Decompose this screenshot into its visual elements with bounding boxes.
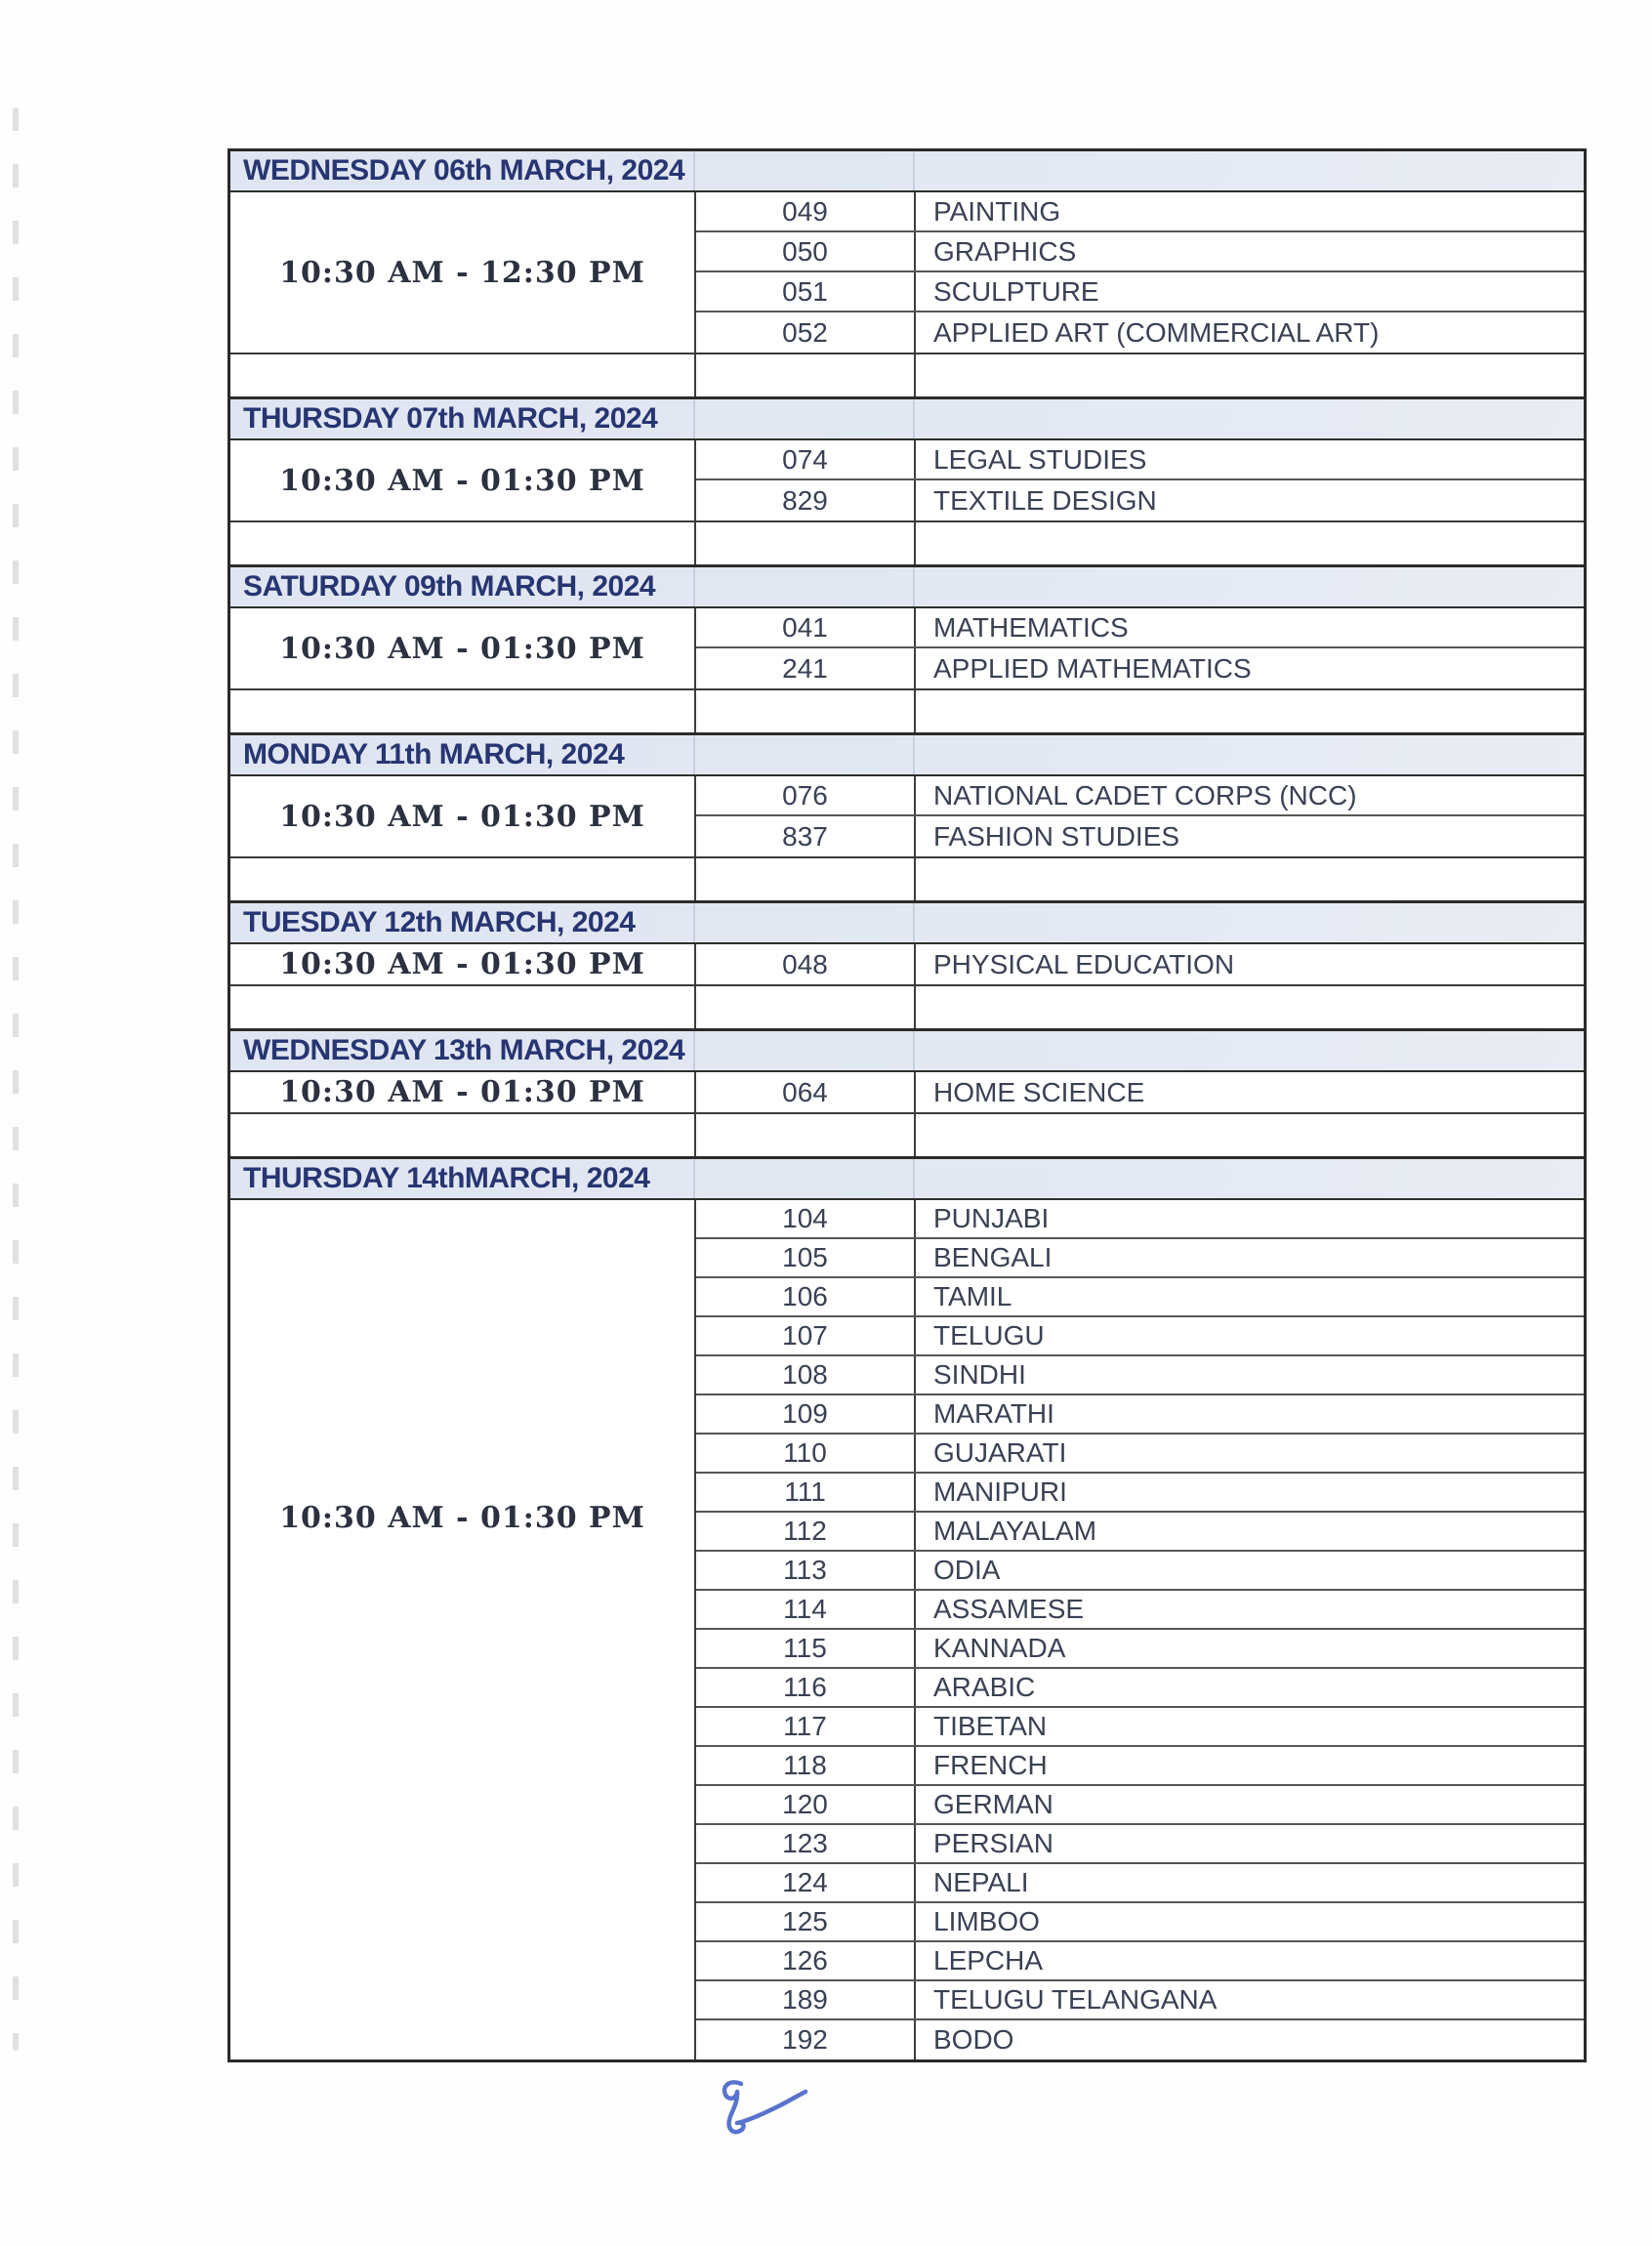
subject-row: [696, 1513, 1584, 1552]
subject-name: BENGALI: [933, 1242, 1053, 1272]
exam-day-section: [230, 567, 1584, 735]
subject-code: 106: [696, 1278, 916, 1315]
exam-day-section: [230, 1159, 1584, 2059]
subject-code: 837: [696, 816, 916, 856]
subject-name: PERSIAN: [933, 1828, 1053, 1858]
scan-artifact-strip: [13, 107, 19, 2051]
subject-name: BODO: [933, 2024, 1014, 2055]
date-header: SATURDAY 09th MARCH, 2024: [230, 567, 1584, 608]
subject-code: 048: [696, 944, 916, 984]
subject-row: [696, 1435, 1584, 1474]
subject-row: [696, 440, 1584, 480]
subject-code: 113: [696, 1552, 916, 1589]
exam-time: 10:30 AM - 01:30 PM: [230, 608, 696, 688]
subject-name: SINDHI: [933, 1359, 1026, 1390]
empty-row: [230, 522, 1584, 567]
subject-name: TEXTILE DESIGN: [933, 484, 1157, 516]
exam-day-section: [230, 1031, 1584, 1159]
subject-row: [696, 1903, 1584, 1942]
subject-name: ODIA: [933, 1555, 1001, 1585]
subject-name: ARABIC: [933, 1672, 1036, 1702]
subject-code: 192: [696, 2020, 916, 2059]
exam-timetable: [227, 148, 1587, 2062]
subject-name: ASSAMESE: [933, 1594, 1085, 1624]
subject-code: 041: [696, 608, 916, 646]
empty-row: [230, 986, 1584, 1031]
subject-code: 110: [696, 1435, 916, 1472]
subject-name: NEPALI: [933, 1867, 1029, 1897]
subject-row: [696, 1356, 1584, 1395]
subject-row: [696, 1072, 1584, 1112]
subject-row: [696, 1786, 1584, 1825]
date-header: WEDNESDAY 13th MARCH, 2024: [230, 1031, 1584, 1072]
exam-day-section: [230, 903, 1584, 1031]
subject-code: 118: [696, 1747, 916, 1784]
day-body: [230, 776, 1584, 858]
exam-time: 10:30 AM - 01:30 PM: [230, 1072, 696, 1112]
subject-code: 107: [696, 1317, 916, 1354]
subject-name: PAINTING: [933, 195, 1061, 227]
subject-code: 241: [696, 648, 916, 688]
subject-rows: [696, 1072, 1584, 1112]
subject-code: 114: [696, 1591, 916, 1628]
subject-code: 076: [696, 776, 916, 814]
subject-row: [696, 1395, 1584, 1435]
subject-code: 051: [696, 272, 916, 311]
day-body: [230, 1072, 1584, 1114]
subject-row: [696, 272, 1584, 312]
subject-name: LEGAL STUDIES: [933, 443, 1147, 475]
subject-name: APPLIED ART (COMMERCIAL ART): [933, 316, 1380, 348]
subject-row: [696, 1591, 1584, 1630]
subject-row: [696, 1239, 1584, 1278]
subject-row: [696, 2020, 1584, 2059]
subject-code: 112: [696, 1513, 916, 1550]
subject-row: [696, 1708, 1584, 1747]
subject-code: 049: [696, 192, 916, 230]
subject-row: [696, 608, 1584, 648]
exam-day-section: [230, 735, 1584, 903]
subject-code: 050: [696, 232, 916, 270]
subject-code: 104: [696, 1200, 916, 1237]
subject-row: [696, 1825, 1584, 1864]
subject-name: SCULPTURE: [933, 275, 1099, 307]
subject-code: 829: [696, 480, 916, 520]
subject-rows: [696, 608, 1584, 688]
subject-row: [696, 1942, 1584, 1981]
empty-row: [230, 354, 1584, 399]
day-body: [230, 608, 1584, 690]
subject-row: [696, 1630, 1584, 1669]
subject-code: 111: [696, 1474, 916, 1511]
subject-name: MANIPURI: [933, 1477, 1067, 1507]
subject-row: [696, 1278, 1584, 1317]
subject-row: [696, 1981, 1584, 2020]
subject-name: MATHEMATICS: [933, 611, 1129, 643]
empty-row: [230, 690, 1584, 735]
subject-name: PUNJABI: [933, 1203, 1050, 1233]
subject-row: [696, 1552, 1584, 1591]
subject-row: [696, 776, 1584, 816]
exam-day-section: [230, 151, 1584, 399]
subject-row: [696, 1864, 1584, 1903]
subject-name: LIMBOO: [933, 1906, 1040, 1936]
subject-name: PHYSICAL EDUCATION: [933, 948, 1235, 979]
subject-name: GERMAN: [933, 1789, 1053, 1819]
date-header: THURSDAY 14thMARCH, 2024: [230, 1159, 1584, 1200]
exam-time: 10:30 AM - 01:30 PM: [230, 944, 696, 984]
subject-code: 108: [696, 1356, 916, 1393]
subject-code: 120: [696, 1786, 916, 1823]
subject-rows: [696, 440, 1584, 520]
subject-row: [696, 312, 1584, 353]
subject-row: [696, 1669, 1584, 1708]
subject-row: [696, 944, 1584, 984]
day-body: [230, 944, 1584, 986]
subject-name: TELUGU TELANGANA: [933, 1984, 1218, 2015]
subject-row: [696, 816, 1584, 856]
subject-rows: [696, 192, 1584, 353]
subject-row: [696, 232, 1584, 272]
subject-name: GRAPHICS: [933, 235, 1077, 267]
subject-name: GUJARATI: [933, 1437, 1067, 1468]
subject-rows: [696, 776, 1584, 856]
subject-rows: [696, 1200, 1584, 2059]
subject-row: [696, 648, 1584, 688]
exam-time: 10:30 AM - 12:30 PM: [230, 192, 696, 353]
subject-code: 052: [696, 312, 916, 353]
subject-row: [696, 1200, 1584, 1239]
subject-row: [696, 1317, 1584, 1356]
subject-code: 125: [696, 1903, 916, 1940]
subject-row: [696, 480, 1584, 520]
signature: [718, 2078, 815, 2142]
day-body: [230, 1200, 1584, 2059]
empty-row: [230, 858, 1584, 903]
exam-time: 10:30 AM - 01:30 PM: [230, 776, 696, 856]
subject-name: KANNADA: [933, 1633, 1066, 1663]
subject-code: 126: [696, 1942, 916, 1979]
subject-name: MARATHI: [933, 1398, 1054, 1429]
subject-name: FRENCH: [933, 1750, 1048, 1780]
subject-code: 117: [696, 1708, 916, 1745]
subject-rows: [696, 944, 1584, 984]
day-body: [230, 192, 1584, 354]
subject-name: APPLIED MATHEMATICS: [933, 652, 1252, 684]
subject-code: 109: [696, 1395, 916, 1433]
date-header: THURSDAY 07th MARCH, 2024: [230, 399, 1584, 440]
day-body: [230, 440, 1584, 522]
subject-name: TIBETAN: [933, 1711, 1048, 1741]
date-header: WEDNESDAY 06th MARCH, 2024: [230, 151, 1584, 192]
subject-code: 064: [696, 1072, 916, 1112]
subject-code: 115: [696, 1630, 916, 1667]
exam-day-section: [230, 399, 1584, 567]
subject-name: MALAYALAM: [933, 1516, 1097, 1546]
subject-row: [696, 1474, 1584, 1513]
subject-name: FASHION STUDIES: [933, 820, 1180, 852]
subject-code: 105: [696, 1239, 916, 1276]
subject-code: 074: [696, 440, 916, 478]
subject-name: TAMIL: [933, 1281, 1012, 1311]
empty-row: [230, 1114, 1584, 1159]
subject-row: [696, 1747, 1584, 1786]
subject-name: TELUGU: [933, 1320, 1045, 1351]
subject-code: 116: [696, 1669, 916, 1706]
exam-time: 10:30 AM - 01:30 PM: [230, 440, 696, 520]
date-header: MONDAY 11th MARCH, 2024: [230, 735, 1584, 776]
subject-name: HOME SCIENCE: [933, 1076, 1145, 1107]
subject-name: NATIONAL CADET CORPS (NCC): [933, 779, 1357, 811]
subject-code: 189: [696, 1981, 916, 2018]
subject-code: 124: [696, 1864, 916, 1901]
exam-time: 10:30 AM - 01:30 PM: [230, 1200, 696, 2059]
date-header: TUESDAY 12th MARCH, 2024: [230, 903, 1584, 944]
subject-code: 123: [696, 1825, 916, 1862]
subject-row: [696, 192, 1584, 232]
subject-name: LEPCHA: [933, 1945, 1044, 1976]
